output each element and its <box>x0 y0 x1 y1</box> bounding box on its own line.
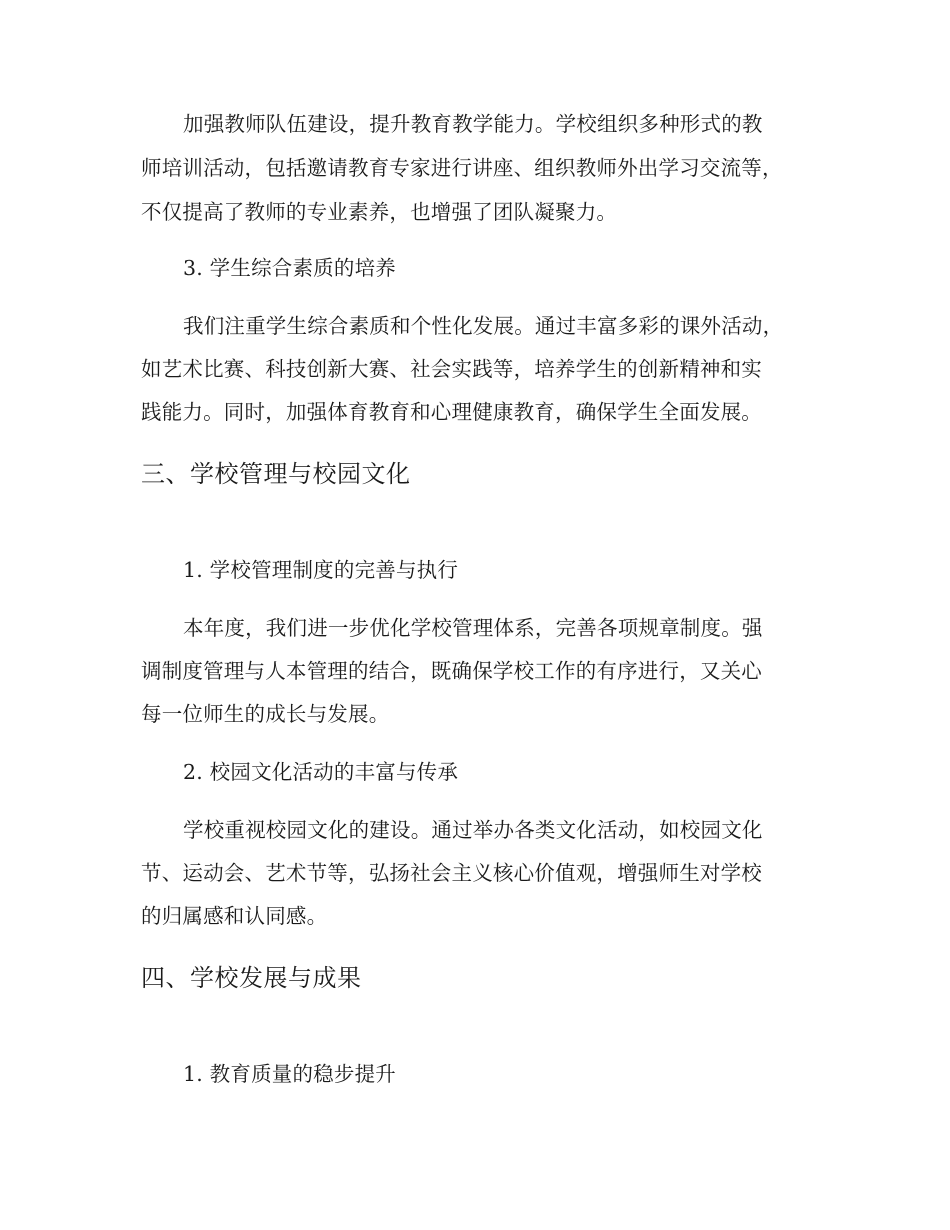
paragraph-line: 节、运动会、艺术节等，弘扬社会主义核心价值观，增强师生对学校 <box>141 861 762 885</box>
paragraph-line: 我们注重学生综合素质和个性化发展。通过丰富多彩的课外活动， <box>183 314 784 338</box>
paragraph-line: 的归属感和认同感。 <box>141 904 328 928</box>
subheading-campus-culture: 2. 校园文化活动的丰富与传承 <box>183 760 459 784</box>
paragraph-line: 调制度管理与人本管理的结合，既确保学校工作的有序进行，又关心 <box>141 659 762 683</box>
subheading-management-system: 1. 学校管理制度的完善与执行 <box>183 558 459 582</box>
paragraph-line: 如艺术比赛、科技创新大赛、社会实践等，培养学生的创新精神和实 <box>141 357 762 381</box>
section-heading-development-results: 四、学校发展与成果 <box>141 964 362 992</box>
paragraph-line: 加强教师队伍建设，提升教育教学能力。学校组织多种形式的教 <box>183 112 763 136</box>
paragraph-line: 本年度，我们进一步优化学校管理体系，完善各项规章制度。强 <box>183 616 763 640</box>
subheading-student-quality: 3. 学生综合素质的培养 <box>183 256 396 280</box>
paragraph-line: 学校重视校园文化的建设。通过举办各类文化活动，如校园文化 <box>183 818 763 842</box>
section-heading-management-culture: 三、学校管理与校园文化 <box>141 460 411 488</box>
paragraph-line: 践能力。同时，加强体育教育和心理健康教育，确保学生全面发展。 <box>141 400 762 424</box>
paragraph-line: 师培训活动，包括邀请教育专家进行讲座、组织教师外出学习交流等， <box>141 156 783 180</box>
paragraph-line: 每一位师生的成长与发展。 <box>141 702 390 726</box>
subheading-education-quality: 1. 教育质量的稳步提升 <box>183 1062 396 1086</box>
paragraph-line: 不仅提高了教师的专业素养，也增强了团队凝聚力。 <box>141 200 618 224</box>
